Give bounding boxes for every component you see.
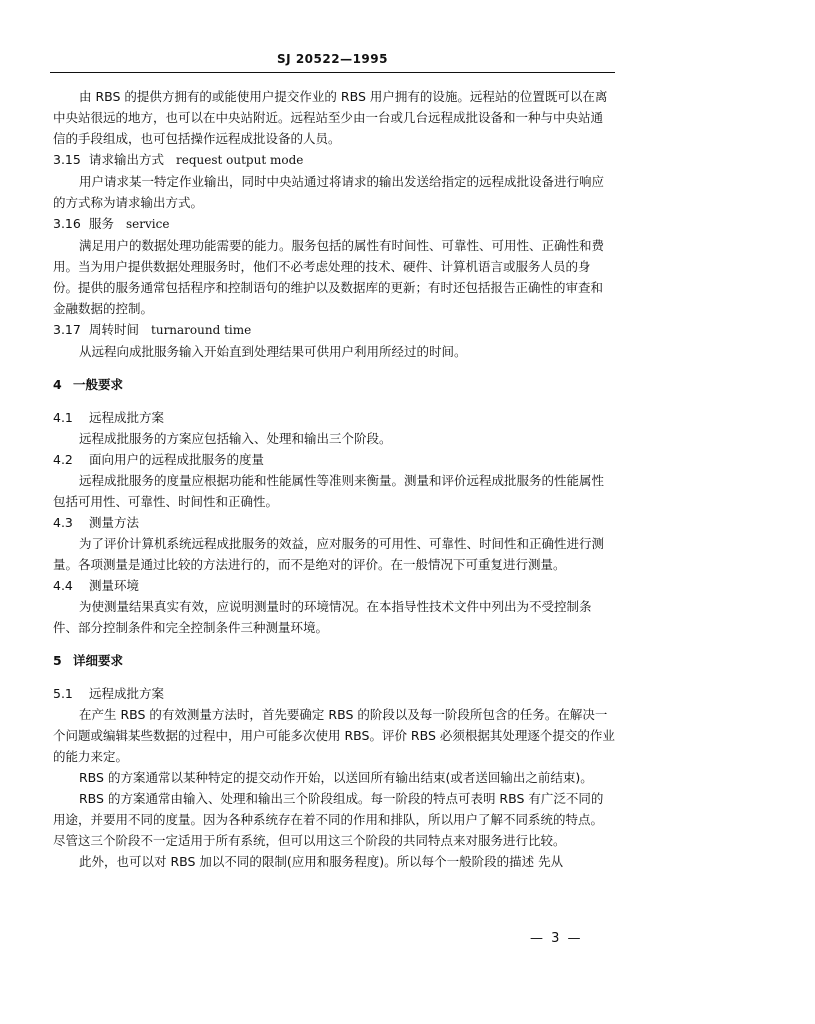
clause-title: 测量方法 (89, 515, 140, 530)
clause-4-2-heading (53, 449, 615, 470)
clause-english-term: turnaround time (151, 323, 252, 337)
clause-5-1-paragraph: RBS 的方案通常由输入、处理和输出三个阶段组成。每一阶段的特点可表明 RBS 有广泛不同的用途，并要用不同的度量。因为各种系统存在着不同的作用和排队，所以用户了解不同系统的特点。尽管这三个阶段不一定适用于所有系统，但可以用这三个阶段的共同特点来对服务进行比较。 (53, 791, 604, 848)
clause-3-15-text: 用户请求某一特定作业输出，同时中央站通过将请求的输出发送给指定的远程成批设备进行响应的方式称为请求输出方式。 (53, 174, 605, 210)
clause-title: 远程成批方案 (89, 410, 165, 425)
spacer (53, 362, 615, 374)
clause-3-17-text: 从远程向成批服务输入开始直到处理结果可供用户利用所经过的时间。 (79, 344, 467, 359)
clause-4-4-heading (53, 575, 615, 596)
clause-english-term: request output mode (176, 153, 304, 167)
spacer (53, 395, 615, 407)
section-5-heading (53, 650, 615, 671)
clause-number: 3.16 (53, 216, 81, 231)
section-number: 5 (53, 653, 62, 668)
header-rule (50, 72, 615, 73)
spacer (53, 671, 615, 683)
spacer (53, 638, 615, 650)
clause-3-16-heading (53, 213, 615, 235)
clause-number: 3.17 (53, 322, 81, 337)
clause-3-16-text: 满足用户的数据处理功能需要的能力。服务包括的属性有时间性、可靠性、可用性、正确性和费用。当为用户提供数据处理服务时，他们不必考虑处理的技术、硬件、计算机语言或服务人员的身份。提供的服务通常包括程序和控制语句的维护以及数据库的更新；有时还包括报告正确性的审查和金融数据的控制。 (53, 238, 605, 316)
clause-title: 测量环境 (89, 578, 140, 593)
clause-title: 请求输出方式 (89, 152, 165, 167)
clause-4-2-text: 远程成批服务的度量应根据功能和性能属性等准则来衡量。测量和评价远程成批服务的性能属性包括可用性、可靠性、时间性和正确性。 (53, 473, 605, 509)
page-number: — 3 — (530, 931, 583, 946)
document-body (53, 86, 615, 872)
clause-5-1-paragraph: 在产生 RBS 的有效测量方法时，首先要确定 RBS 的阶段以及每一阶段所包含的任务。在解决一个问题或编辑某些数据的过程中，用户可能多次使用 RBS。评价 RBS 必须根据其处理逐个提交的作业的能力来定。 (53, 707, 615, 764)
clause-number: 3.15 (53, 152, 81, 167)
clause-4-3-text: 为了评价计算机系统远程成批服务的效益，应对服务的可用性、可靠性、时间性和正确性进行测量。各项测量是通过比较的方法进行的，而不是绝对的评价。在一般情况下可重复进行测量。 (53, 536, 605, 572)
section-title: 详细要求 (73, 653, 124, 668)
clause-4-4-text: 为使测量结果真实有效，应说明测量时的环境情况。在本指导性技术文件中列出为不受控制条件、部分控制条件和完全控制条件三种测量环境。 (53, 599, 592, 635)
clause-title: 服务 (89, 216, 115, 231)
clause-4-1-text: 远程成批服务的方案应包括输入、处理和输出三个阶段。 (79, 431, 392, 446)
clause-3-17-heading (53, 319, 615, 341)
clause-5-1-heading (53, 683, 615, 704)
section-4-heading (53, 374, 615, 395)
clause-number: 4.1 (53, 410, 73, 425)
clause-english-term: service (126, 217, 170, 231)
clause-4-1-heading (53, 407, 615, 428)
clause-title: 面向用户的远程成批服务的度量 (89, 452, 265, 467)
clause-title: 远程成批方案 (89, 686, 165, 701)
document-header: SJ 20522—1995 (277, 52, 388, 66)
section-title: 一般要求 (73, 377, 124, 392)
clause-number: 4.3 (53, 515, 73, 530)
section-number: 4 (53, 377, 62, 392)
clause-5-1-paragraph: 此外，也可以对 RBS 加以不同的限制(应用和服务程度)。所以每个一般阶段的描述 先从 (79, 854, 564, 869)
clause-4-3-heading (53, 512, 615, 533)
clause-5-1-paragraph: RBS 的方案通常以某种特定的提交动作开始，以送回所有输出结束(或者送回输出之前结束)。 (79, 770, 593, 785)
clause-title: 周转时间 (89, 322, 140, 337)
intro-paragraph: 由 RBS 的提供方拥有的或能使用户提交作业的 RBS 用户拥有的设施。远程站的位置既可以在离中央站很远的地方，也可以在中央站附近。远程站至少由一台或几台远程成批设备和一种与中央站通信的手段组成，也可包括操作远程成批设备的人员。 (53, 89, 608, 146)
clause-number: 5.1 (53, 686, 73, 701)
clause-number: 4.2 (53, 452, 73, 467)
clause-number: 4.4 (53, 578, 73, 593)
clause-3-15-heading (53, 149, 615, 171)
